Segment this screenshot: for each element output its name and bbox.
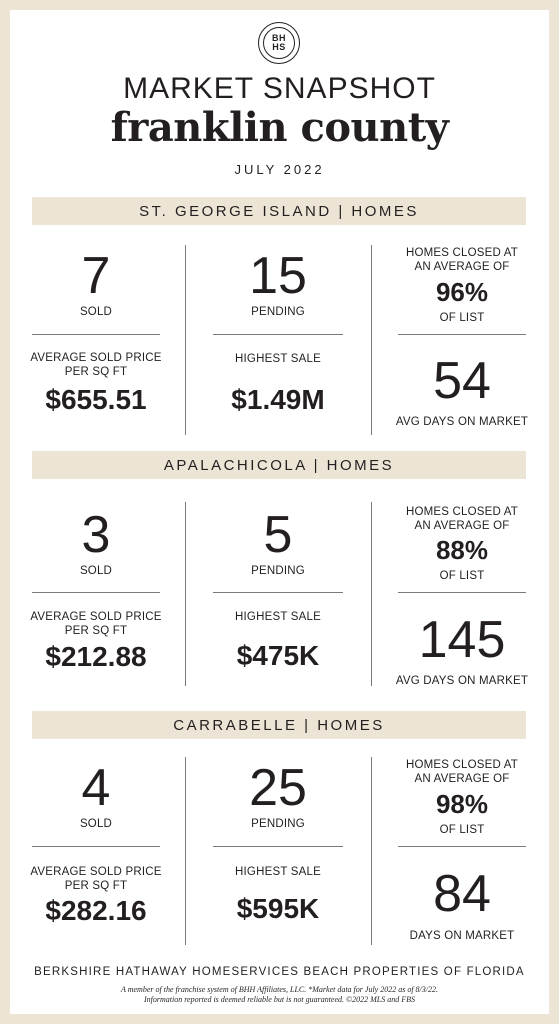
days-label: AVG DAYS ON MARKET: [395, 675, 529, 687]
sold-count: 7: [81, 247, 111, 305]
divider: [213, 334, 343, 335]
days-on-market: 54: [433, 352, 491, 410]
pending-count: 25: [249, 759, 307, 817]
logo-text: BH HS: [272, 33, 286, 52]
sold-label: SOLD: [79, 818, 113, 830]
logo-inner-ring: [263, 27, 295, 59]
closed-percent: 96%: [435, 277, 489, 307]
highest-sale-value: $595K: [236, 893, 320, 924]
divider: [398, 846, 526, 847]
highest-sale-value: $475K: [236, 640, 320, 671]
highest-sale-label: HIGHEST SALE: [235, 611, 321, 623]
divider: [185, 245, 186, 435]
divider: [213, 592, 343, 593]
page-subtitle: franklin county: [110, 104, 449, 151]
page-title: MARKET SNAPSHOT: [123, 72, 436, 105]
divider: [32, 592, 160, 593]
days-on-market: 145: [418, 611, 506, 669]
avg-price-value: $655.51: [45, 384, 147, 415]
pending-count: 5: [263, 506, 293, 564]
highest-sale-value: $1.49M: [231, 384, 325, 415]
divider: [371, 502, 372, 686]
divider: [185, 502, 186, 686]
avg-price-value: $282.16: [45, 895, 147, 926]
pending-label: PENDING: [251, 565, 305, 577]
bhhs-logo-icon: [258, 22, 300, 64]
sold-label: SOLD: [79, 565, 113, 577]
divider: [371, 757, 372, 945]
days-label: AVG DAYS ON MARKET: [395, 416, 529, 428]
report-date: JULY 2022: [234, 162, 325, 177]
divider: [213, 846, 343, 847]
closed-label: HOMES CLOSED AT AN AVERAGE OF: [405, 759, 519, 785]
closed-suffix: OF LIST: [439, 824, 485, 836]
closed-label: HOMES CLOSED AT AN AVERAGE OF: [405, 506, 519, 532]
sold-count: 3: [81, 506, 111, 564]
divider: [32, 334, 160, 335]
avg-price-label: AVERAGE SOLD PRICE PER SQ FT: [30, 611, 162, 637]
closed-percent: 88%: [435, 535, 489, 565]
days-label: DAYS ON MARKET: [409, 930, 515, 942]
pending-label: PENDING: [251, 818, 305, 830]
company-name: BERKSHIRE HATHAWAY HOMESERVICES BEACH PROPERTIES OF FLORIDA: [34, 966, 525, 978]
closed-percent: 98%: [435, 789, 489, 819]
section-heading-apalachicola: APALACHICOLA | HOMES: [32, 451, 526, 479]
divider: [398, 334, 526, 335]
section-heading-carrabelle: CARRABELLE | HOMES: [32, 711, 526, 739]
divider: [371, 245, 372, 435]
divider: [185, 757, 186, 945]
avg-price-value: $212.88: [45, 641, 147, 672]
days-on-market: 84: [433, 865, 491, 923]
highest-sale-label: HIGHEST SALE: [235, 866, 321, 878]
sold-count: 4: [81, 759, 111, 817]
avg-price-label: AVERAGE SOLD PRICE PER SQ FT: [30, 352, 162, 378]
closed-label: HOMES CLOSED AT AN AVERAGE OF: [405, 247, 519, 273]
sold-label: SOLD: [79, 306, 113, 318]
divider: [398, 592, 526, 593]
pending-count: 15: [249, 247, 307, 305]
closed-suffix: OF LIST: [439, 312, 485, 324]
section-heading-st-george-island: ST. GEORGE ISLAND | HOMES: [32, 197, 526, 225]
pending-label: PENDING: [251, 306, 305, 318]
closed-suffix: OF LIST: [439, 570, 485, 582]
divider: [32, 846, 160, 847]
disclaimer: A member of the franchise system of BHH Affiliates, LLC. *Market data for July 2022 as of 8/3/22. Information reported is deemed reliable but is not guaranteed. ©2022 MLS and FBS: [120, 985, 438, 1004]
highest-sale-label: HIGHEST SALE: [235, 353, 321, 365]
avg-price-label: AVERAGE SOLD PRICE PER SQ FT: [30, 866, 162, 892]
